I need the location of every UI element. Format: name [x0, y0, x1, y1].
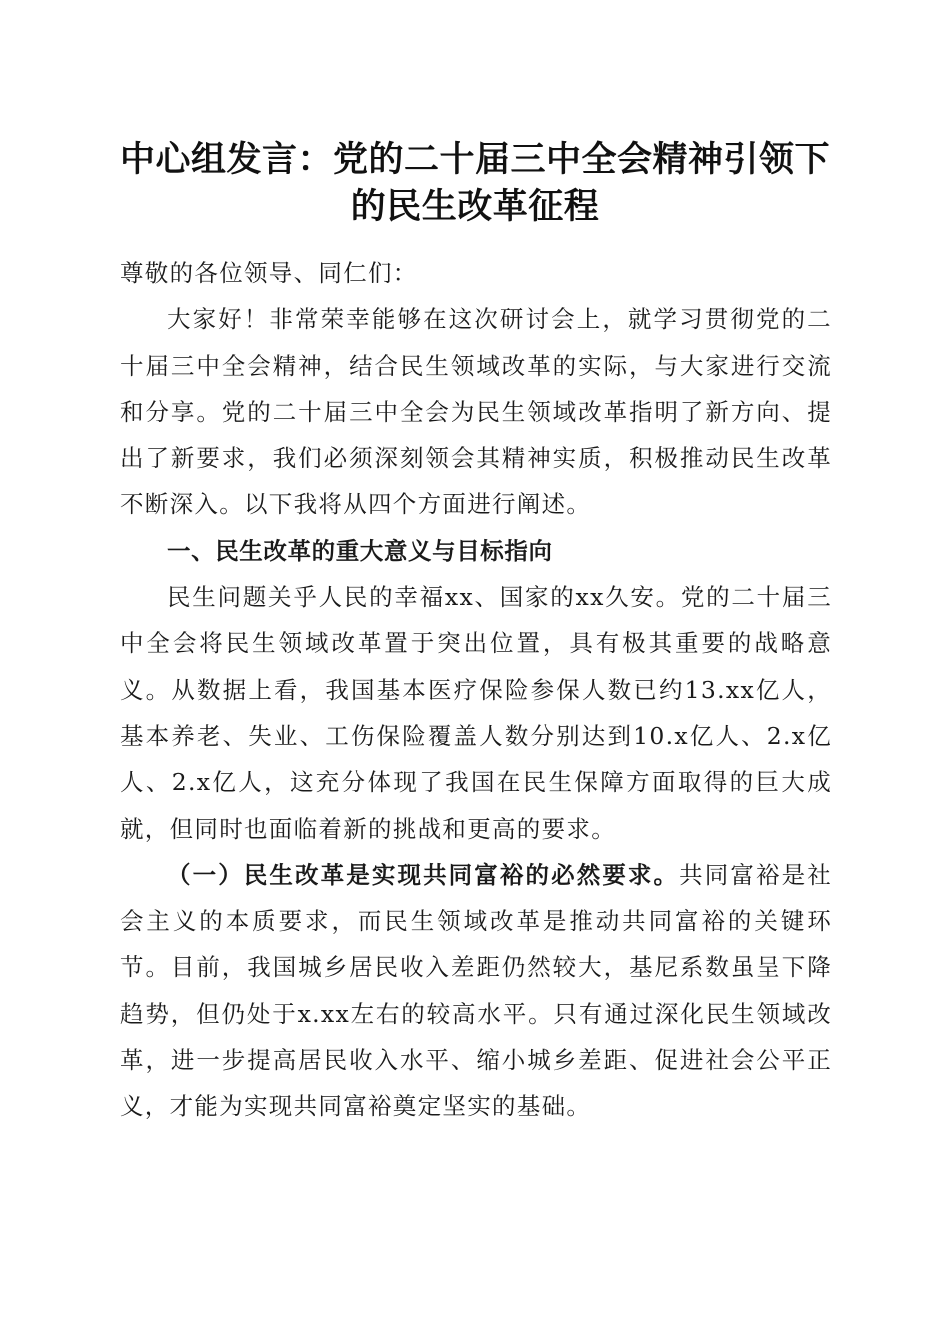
- title-line-1: 中心组发言：党的二十届三中全会精神引领下: [119, 139, 830, 180]
- document-title: [110, 136, 840, 230]
- subsection-1-body: 共同富裕是社会主义的本质要求，而民生领域改革是推动共同富裕的关键环节。目前，我国城乡居民收入差距仍然较大，基尼系数虽呈下降趋势，但仍处于x.xx左右的较高水平。只有通过深化民生领域改革，进一步提高居民收入水平、缩小城乡差距、促进社会公平正义，才能为实现共同富裕奠定坚实的基础。: [120, 860, 832, 1121]
- section-1-paragraph: 民生问题关乎人民的幸福xx、国家的xx久安。党的二十届三中全会将民生领域改革置于突出位置，具有极其重要的战略意义。从数据上看，我国基本医疗保险参保人数已约13.xx亿人，基本养老、失业、工伤保险覆盖人数分别达到10.x亿人、2.x亿人、2.x亿人，这充分体现了我国在民生保障方面取得的巨大成就，但同时也面临着新的挑战和更高的要求。: [120, 583, 832, 843]
- subsection-1-lead: （一）民生改革是实现共同富裕的必然要求。: [167, 860, 680, 889]
- section-heading-1: 一、民生改革的重大意义与目标指向: [167, 536, 553, 565]
- subsection-1-paragraph: [120, 852, 832, 1130]
- salutation: 尊敬的各位领导、同仁们：: [120, 259, 418, 287]
- document-body: [120, 250, 832, 1130]
- intro-paragraph: 大家好！非常荣幸能够在这次研讨会上，就学习贯彻党的二十届三中全会精神，结合民生领域改革的实际，与大家进行交流和分享。党的二十届三中全会为民生领域改革指明了新方向、提出了新要求，我们必须深刻领会其精神实质，积极推动民生改革不断深入。以下我将从四个方面进行阐述。: [120, 305, 832, 519]
- title-line-2: 的民生改革征程: [350, 186, 600, 227]
